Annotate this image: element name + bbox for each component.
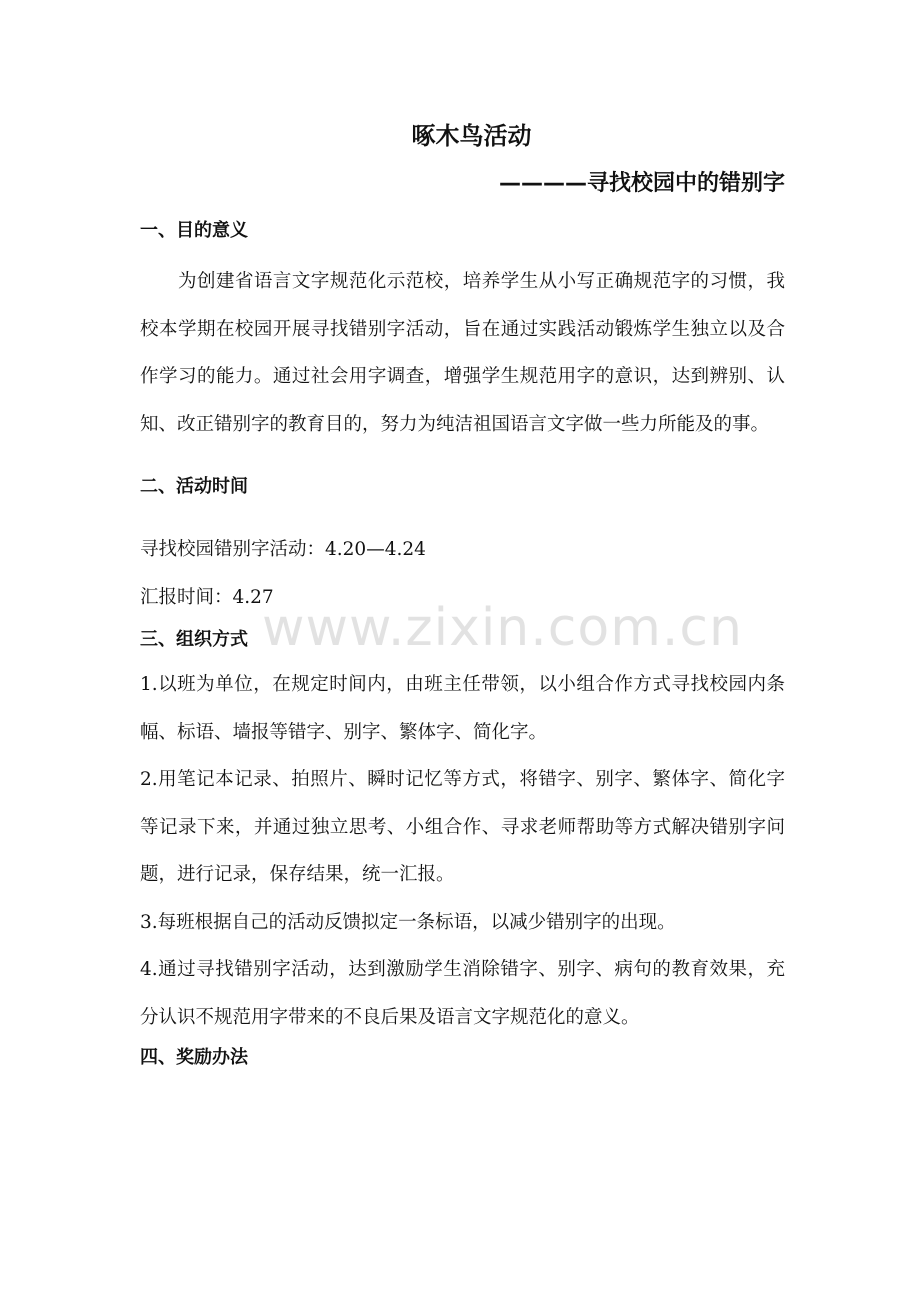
organization-item: 3.每班根据自己的活动反馈拟定一条标语，以减少错别字的出现。 <box>140 911 676 933</box>
watermark-text: www.zixin.com.cn <box>262 598 743 658</box>
section-heading-rewards: 四、奖励办法 <box>140 1047 248 1068</box>
document-body <box>140 112 785 1073</box>
organization-item: 1.以班为单位，在规定时间内，由班主任带领，以小组合作方式寻找校园内条幅、标语、墙报等错字、别字、繁体字、简化字。 <box>140 674 785 743</box>
organization-item: 2.用笔记本记录、拍照片、瞬时记忆等方式，将错字、别字、繁体字、简化字等记录下来，并通过独立思考、小组合作、寻求老师帮助等方式解决错别字问题，进行记录，保存结果，统一汇报。 <box>140 769 785 885</box>
section-heading-purpose: 一、目的意义 <box>140 220 248 241</box>
organization-item: 4.通过寻找错别字活动，达到激励学生消除错字、别字、病句的教育效果，充分认识不规范用字带来的不良后果及语言文字规范化的意义。 <box>140 959 785 1028</box>
section-heading-time: 二、活动时间 <box>140 476 248 497</box>
activity-time-line: 寻找校园错别字活动：4.20—4.24 <box>140 539 426 560</box>
document-subtitle: ————寻找校园中的错别字 <box>498 171 785 196</box>
purpose-paragraph: 为创建省语言文字规范化示范校，培养学生从小写正确规范字的习惯，我校本学期在校园开展寻找错别字活动，旨在通过实践活动锻炼学生独立以及合作学习的能力。通过社会用字调查，增强学生规范用字的意识，达到辨别、认知、改正错别字的教育目的，努力为纯洁祖国语言文字做一些力所能及的事。 <box>140 271 785 435</box>
document-title: 啄木鸟活动 <box>411 122 532 150</box>
section-heading-organization: 三、组织方式 <box>140 629 248 650</box>
report-time-line: 汇报时间：4.27 <box>140 586 274 608</box>
